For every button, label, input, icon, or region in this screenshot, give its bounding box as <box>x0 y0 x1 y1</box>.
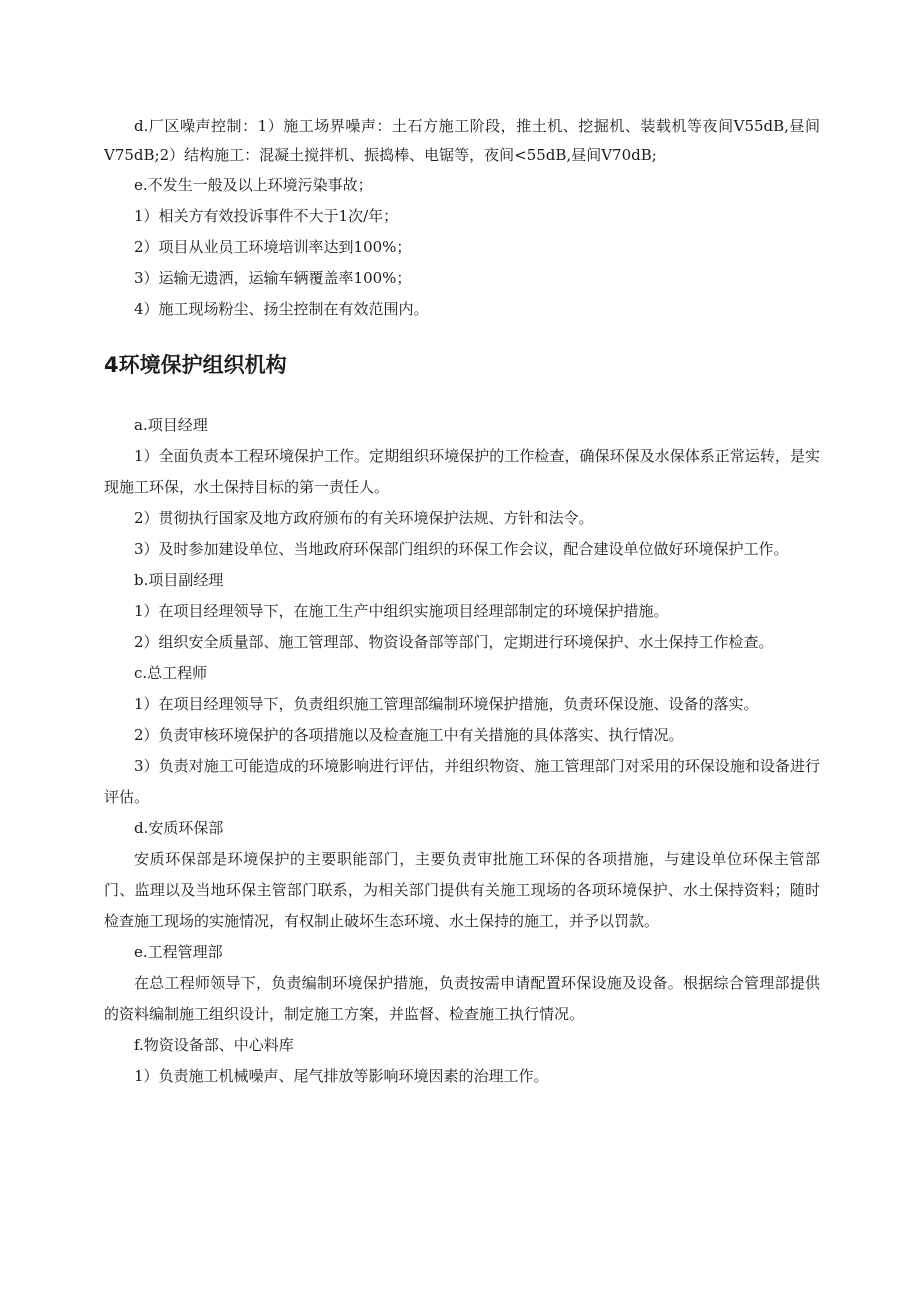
subheading-materials-equipment-dept: f.物资设备部、中心料库 <box>134 1036 294 1054</box>
paragraph: 4）施工现场粉尘、扬尘控制在有效范围内。 <box>134 300 429 318</box>
subheading-deputy-manager: b.项目副经理 <box>134 571 224 589</box>
paragraph: e.不发生一般及以上环境污染事故； <box>134 176 373 194</box>
paragraph: 2）负责审核环境保护的各项措施以及检查施工中有关措施的具体落实、执行情况。 <box>134 726 684 744</box>
paragraph: 1）负责施工机械噪声、尾气排放等影响环境因素的治理工作。 <box>134 1067 549 1085</box>
subheading-engineering-management-dept: e.工程管理部 <box>134 943 223 961</box>
paragraph: 1）全面负责本工程环境保护工作。定期组织环境保护的工作检查，确保环保及水保体系正常运转，是实现施工环保，水土保持目标的第一责任人。 <box>104 447 820 496</box>
paragraph: 1）相关方有效投诉事件不大于1次/年； <box>134 207 399 225</box>
paragraph: 3）及时参加建设单位、当地政府环保部门组织的环保工作会议，配合建设单位做好环境保护工作。 <box>134 540 789 558</box>
paragraph: 3）运输无遗洒，运输车辆覆盖率100%； <box>134 269 412 287</box>
paragraph: 在总工程师领导下，负责编制环境保护措施，负责按需申请配置环保设施及设备。根据综合管理部提供的资料编制施工组织设计，制定施工方案，并监督、检查施工执行情况。 <box>104 974 820 1023</box>
paragraph: 3）负责对施工可能造成的环境影响进行评估，并组织物资、施工管理部门对采用的环保设施和设备进行评估。 <box>104 757 820 806</box>
paragraph: d.厂区噪声控制：1）施工场界噪声：土石方施工阶段，推土机、挖掘机、装载机等夜间V55dB,昼间V75dB;2）结构施工：混凝土搅拌机、振捣棒、电锯等，夜间<55dB,昼间V70dB; <box>104 117 820 164</box>
paragraph: 1）在项目经理领导下，在施工生产中组织实施项目经理部制定的环境保护措施。 <box>134 602 669 620</box>
section-heading: 4环境保护组织机构 <box>104 353 287 377</box>
subheading-chief-engineer: c.总工程师 <box>134 664 208 682</box>
environment-targets <box>104 112 820 325</box>
paragraph: 2）项目从业员工环境培训率达到100%； <box>134 238 412 256</box>
subheading-safety-quality-env-dept: d.安质环保部 <box>134 819 224 837</box>
paragraph: 2）组织安全质量部、施工管理部、物资设备部等部门，定期进行环境保护、水土保持工作检查。 <box>134 633 774 651</box>
document-page <box>104 112 820 1092</box>
paragraph: 2）贯彻执行国家及地方政府颁布的有关环境保护法规、方针和法令。 <box>134 509 594 527</box>
paragraph: 1）在项目经理领导下，负责组织施工管理部编制环境保护措施，负责环保设施、设备的落实。 <box>134 695 759 713</box>
paragraph: 安质环保部是环境保护的主要职能部门，主要负责审批施工环保的各项措施，与建设单位环保主管部门、监理以及当地环保主管部门联系，为相关部门提供有关施工现场的各项环境保护、水土保持资料；随时检查施工现场的实施情况，有权制止破坏生态环境、水土保持的施工，并予以罚款。 <box>104 850 820 930</box>
organization-section <box>104 410 820 1092</box>
subheading-project-manager: a.项目经理 <box>134 416 208 434</box>
